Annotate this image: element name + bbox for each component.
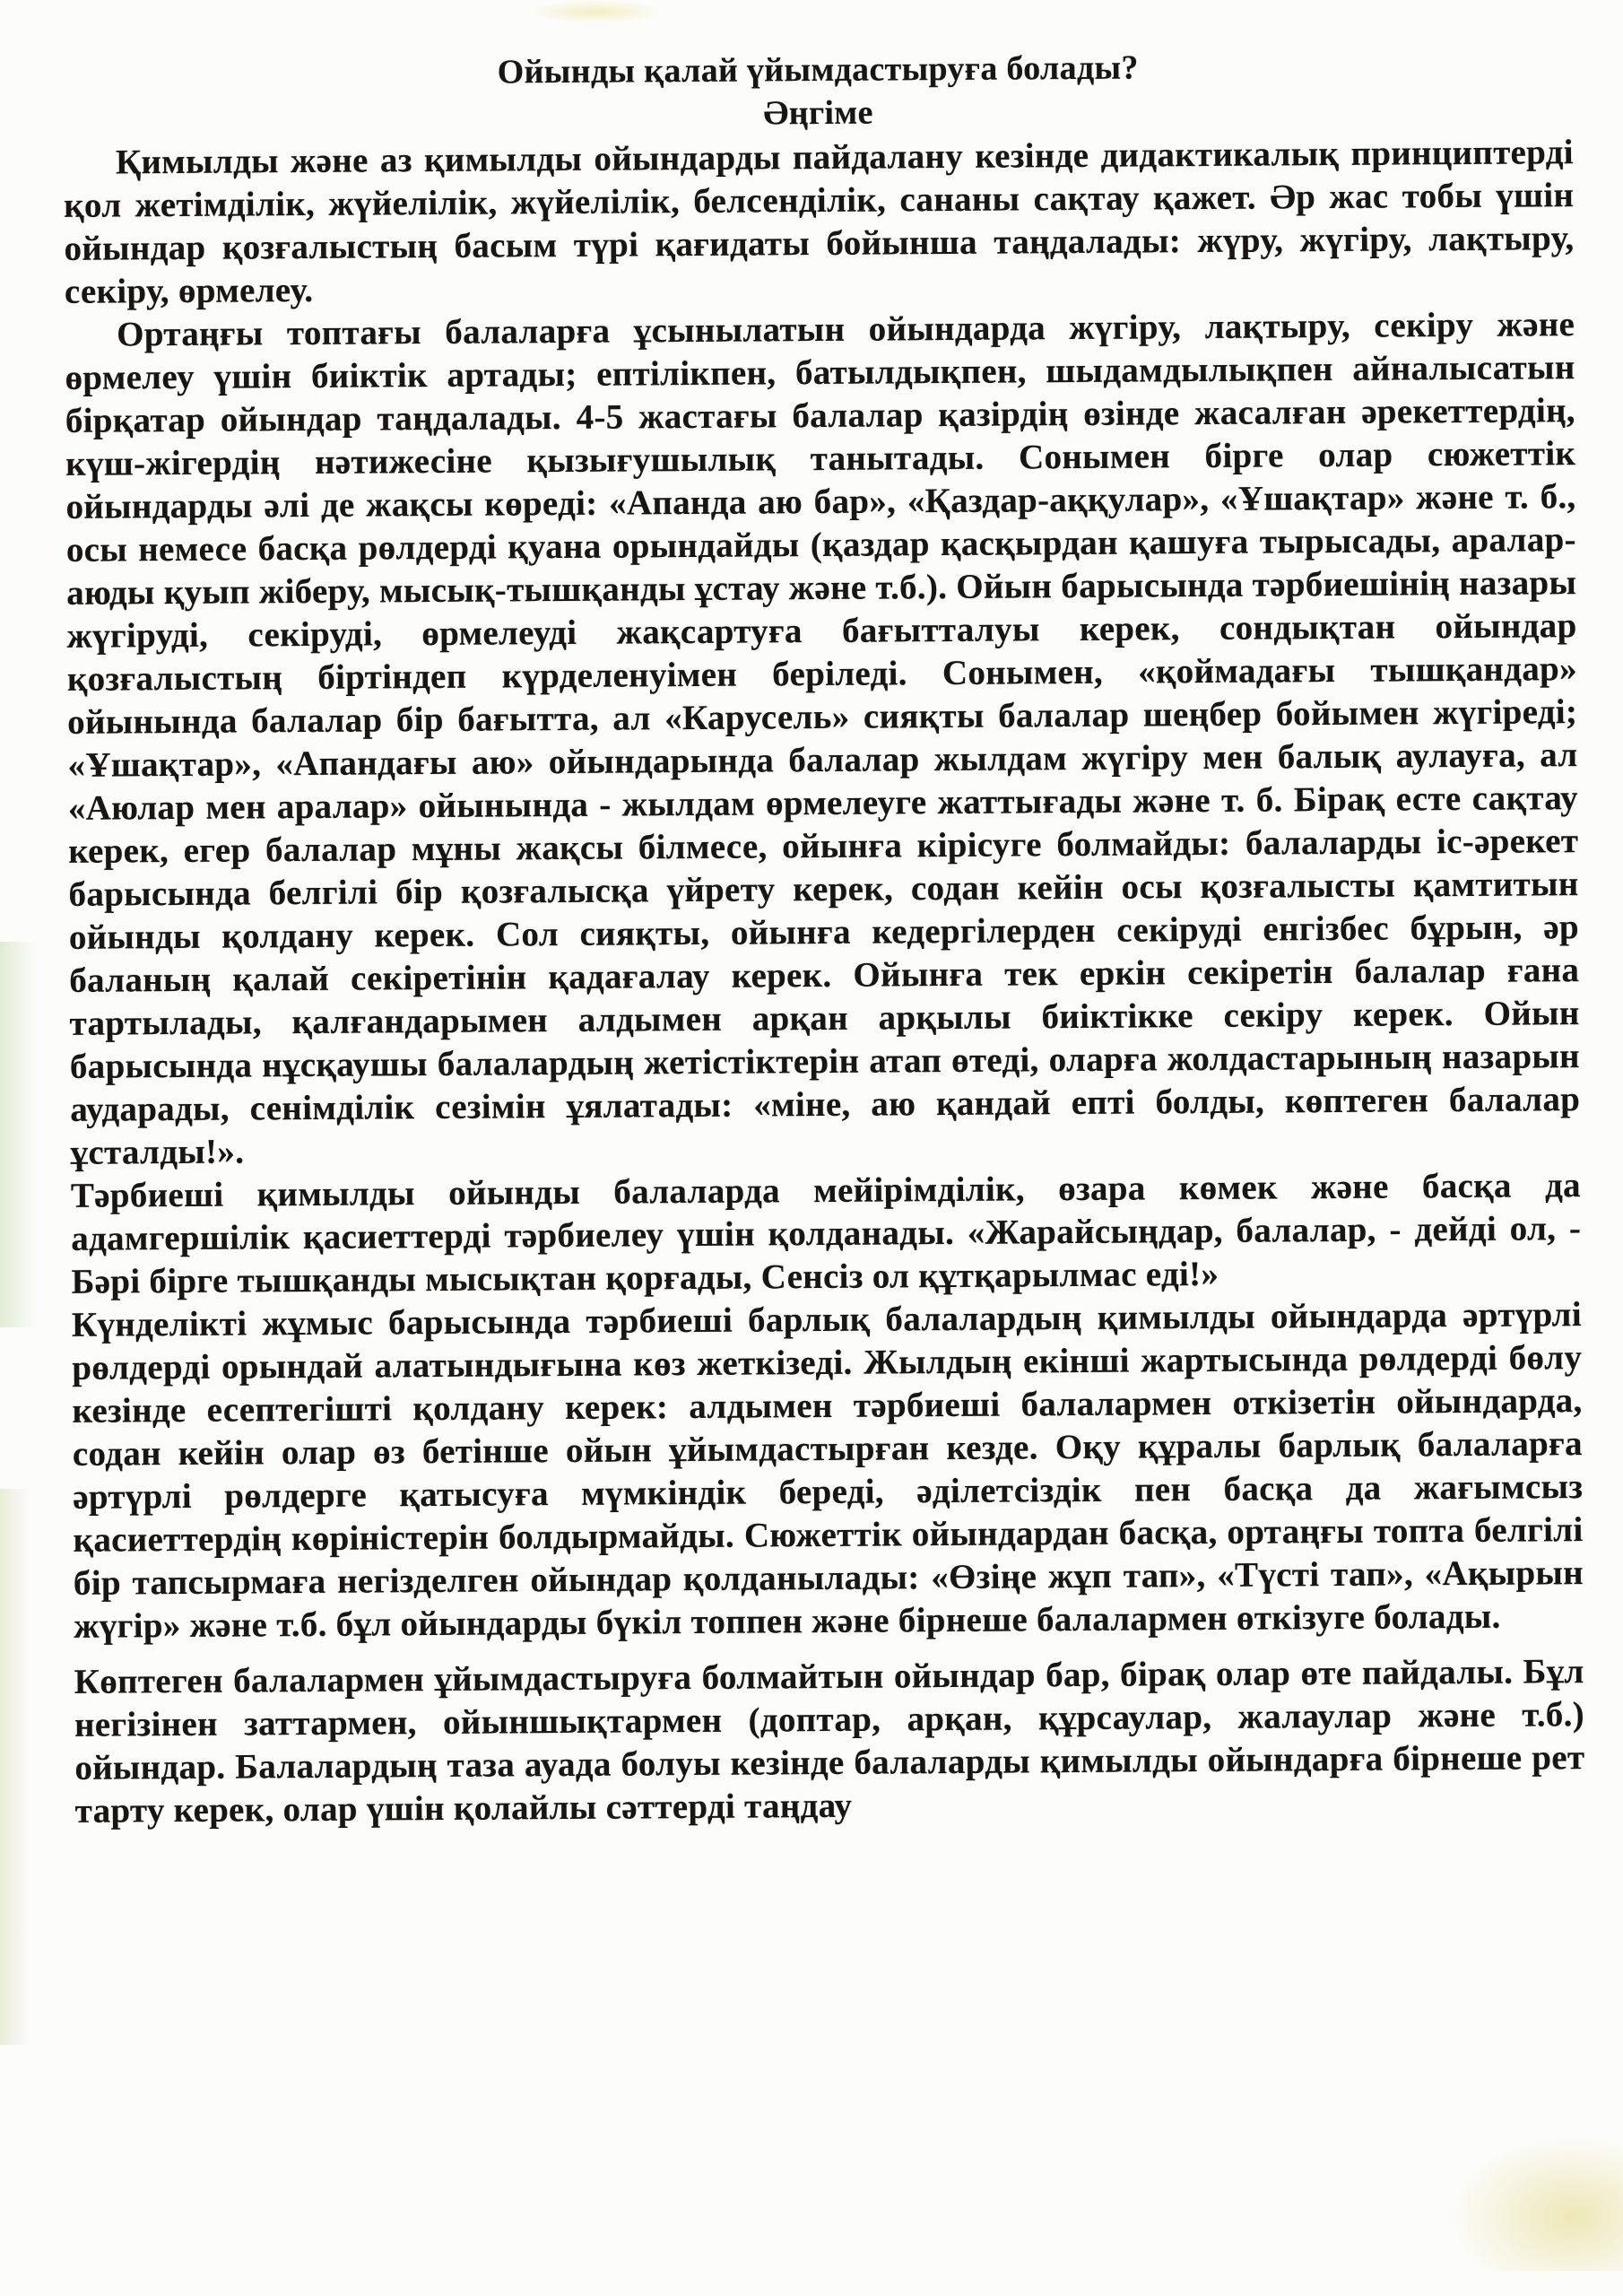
paragraph-list (64, 131, 1585, 1833)
document-subtitle: Әңгіме (763, 93, 873, 133)
scan-artifact-bottom-right-smudge (1453, 2136, 1623, 2271)
scan-artifact-left-strip-a (0, 942, 36, 1327)
paragraph: Қимылды және аз қимылды ойындарды пайдалану кезінде дидактикалық принциптерді қол жетімділік, жүйелілік, жүйелілік, белсенділік, сананы сақтау қажет. Әр жас тобы үшін ойындар қозғалыстың басым түрі қағидаты бойынша таңдалады: жүру, жүгіру, лақтыру, секіру, өрмелеу. (64, 133, 1575, 311)
document-title: Ойынды қалай үйымдастыруға болады? (497, 48, 1139, 91)
document-body (63, 43, 1585, 1833)
scan-artifact-left-strip-b (0, 1489, 30, 2045)
paragraph: Тәрбиеші қимылды ойынды балаларда мейірімділік, өзара көмек және басқа да адамгершілік қасиеттерді тәрбиелеу үшін қолданады. «Жарайсыңдар, балалар, - дейді ол, - Бәрі бірге тышқанды мысықтан қорғады, Сенсіз ол құтқарылмас еді!» (70, 1166, 1582, 1301)
scan-artifact-top-spot (529, 0, 664, 23)
paragraph: Көптеген балалармен ұйымдастыруға болмайтын ойындар бар, бірақ олар өте пайдалы. Бұл негізінен заттармен, ойыншықтармен (доптар, арқан, құрсаулар, жалаулар және т.б.) ойындар. Балалардың таза ауада болуы кезінде балаларды қимылды ойындарға бірнеше рет тарту керек, олар үшін қолайлы сәттерді таңдау (74, 1652, 1585, 1831)
paragraph: Ортаңғы топтағы балаларға ұсынылатын ойындарда жүгіру, лақтыру, секіру және өрмелеу үшін биіктік артады; ептілікпен, батылдықпен, шыдамдылықпен айналысатын бірқатар ойындар таңдалады. 4-5 жастағы балалар қазірдің өзінде жасалған әрекеттердің, күш-жігердің нәтижесіне қызығушылық танытады. Сонымен бірге олар сюжеттік ойындарды әлі де жақсы көреді: «Апанда аю бар», «Қаздар-аққулар», «Ұшақтар» және т. б., осы немесе басқа рөлдерді қуана орындайды (қаздар қасқырдан қашуға тырысады, аралар-аюды қуып жіберу, мысық-тышқанды ұстау және т.б.). Ойын барысында тәрбиешінің назары жүгіруді, секіруді, өрмелеуді жақсартуға бағытталуы керек, сондықтан ойындар қозғалыстың біртіндеп күрделенуімен беріледі. Сонымен, «қоймадағы тышқандар» ойынында балалар бір бағытта, ал «Карусель» сияқты балалар шеңбер бойымен жүгіреді; «Ұшақтар», «Апандағы аю» ойындарында балалар жылдам жүгіру мен балық аулауға, ал «Аюлар мен аралар» ойынында - жылдам өрмелеуге жаттығады және т. б. Бірақ есте сақтау керек, егер балалар мұны жақсы білмесе, ойынға кірісуге болмайды: балаларды іс-әрекет барысында белгілі бір қозғалысқа үйрету керек, содан кейін осы қозғалысты қамтитын ойынды қолдану керек. Сол сияқты, ойынға кедергілерден секіруді енгізбес бұрын, әр баланың қалай секіретінін қадағалау керек. Ойынға тек еркін секіретін балалар ғана тартылады, қалғандарымен алдымен арқан арқылы биіктікке секіру керек. Ойын барысында нұсқаушы балалардың жетістіктерін атап өтеді, оларға жолдастарының назарын аударады, сенімділік сезімін ұялатады: «міне, аю қандай епті болды, көптеген балалар ұсталды!». (65, 305, 1581, 1172)
paragraph: Күнделікті жұмыс барысында тәрбиеші барлық балалардың қимылды ойындарда әртүрлі рөлдерді орындай алатындығына көз жеткізеді. Жылдың екінші жартысында рөлдерді бөлу кезінде есептегішті қолдану керек: алдымен тәрбиеші балалармен откізетін ойындарда, содан кейін олар өз бетінше ойын ұйымдастырған кезде. Оқу құралы барлық балаларға әртүрлі рөлдерге қатысуға мүмкіндік береді, әділетсіздік пен басқа да жағымсыз қасиеттердің көріністерін болдырмайды. Сюжеттік ойындардан басқа, ортаңғы топта белгілі бір тапсырмаға негізделген ойындар қолданылады: «Өзіңе жұп тап», «Түсті тап», «Ақырын жүгір» және т.б. бұл ойындарды бүкіл топпен және бірнеше балалармен өткізуге болады. (71, 1295, 1584, 1646)
